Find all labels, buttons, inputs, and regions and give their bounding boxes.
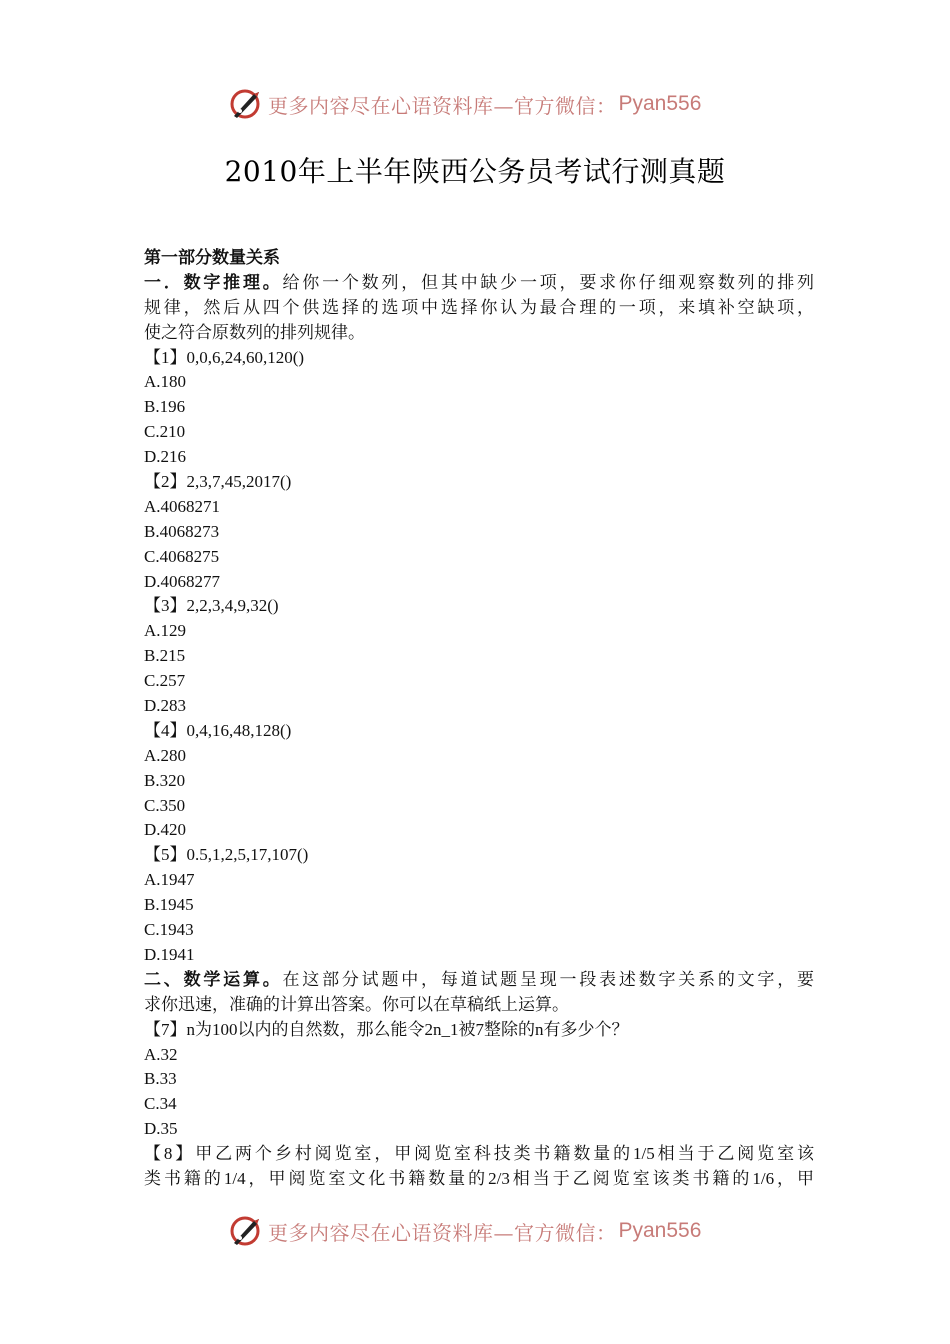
question-stem: 【8】甲乙两个乡村阅览室，甲阅览室科技类书籍数量的1/5相当于乙阅览室该 bbox=[144, 1144, 814, 1164]
banner-wechat-handle: Pyan556 bbox=[618, 1219, 702, 1242]
pen-logo-icon bbox=[228, 86, 264, 122]
answer-option: A.280 bbox=[144, 745, 187, 765]
banner-text: 更多内容尽在心语资料库—官方微信： bbox=[268, 93, 617, 118]
question-stem: 【3】2,2,3,4,9,32() bbox=[144, 596, 279, 616]
answer-option: C.34 bbox=[144, 1094, 177, 1114]
answer-option: C.257 bbox=[144, 671, 186, 691]
question-block bbox=[144, 1018, 814, 1142]
answer-option: A.4068271 bbox=[144, 496, 221, 516]
part-label: 一．数字推理。 bbox=[144, 272, 283, 292]
part-intro-line bbox=[144, 968, 814, 993]
answer-option: B.215 bbox=[144, 646, 186, 666]
question-stem: 【1】0,0,6,24,60,120() bbox=[144, 347, 305, 367]
pen-logo-icon bbox=[228, 1213, 264, 1249]
question-stem: 类书籍的1/4，甲阅览室文化书籍数量的2/3相当于乙阅览室该类书籍的1/6，甲 bbox=[144, 1168, 814, 1188]
document-title: 2010年上半年陕西公务员考试行测真题 bbox=[224, 155, 726, 188]
footer-banner bbox=[0, 1211, 950, 1251]
header-banner bbox=[0, 84, 950, 124]
answer-option: A.1947 bbox=[144, 870, 195, 890]
answer-option: D.216 bbox=[144, 447, 187, 467]
question-block bbox=[144, 1142, 814, 1192]
answer-option: A.180 bbox=[144, 372, 187, 392]
question-block bbox=[144, 843, 814, 967]
answer-option: B.1945 bbox=[144, 895, 194, 915]
answer-option: D.420 bbox=[144, 820, 187, 840]
answer-option: B.320 bbox=[144, 770, 186, 790]
question-stem: 【5】0.5,1,2,5,17,107() bbox=[144, 845, 309, 865]
answer-option: B.4068273 bbox=[144, 521, 220, 541]
answer-option: A.32 bbox=[144, 1044, 178, 1064]
part-intro-line: 使之符合原数列的排列规律。 bbox=[144, 322, 365, 342]
part-intro-line bbox=[144, 271, 814, 296]
answer-option: D.35 bbox=[144, 1119, 178, 1139]
question-block bbox=[144, 719, 814, 843]
question-block bbox=[144, 594, 814, 718]
question-block bbox=[144, 470, 814, 594]
answer-option: A.129 bbox=[144, 621, 187, 641]
answer-option: C.1943 bbox=[144, 920, 194, 940]
answer-option: C.350 bbox=[144, 795, 186, 815]
answer-option: D.4068277 bbox=[144, 571, 221, 591]
part-intro-text: 在这部分试题中，每道试题呈现一段表述数字关系的文字，要 bbox=[282, 969, 814, 989]
answer-option: C.210 bbox=[144, 422, 186, 442]
part-intro-text: 给你一个数列，但其中缺少一项，要求你仔细观察数列的排列 bbox=[282, 272, 814, 292]
answer-option: D.1941 bbox=[144, 944, 195, 964]
answer-option: D.283 bbox=[144, 696, 187, 716]
question-block bbox=[144, 346, 814, 470]
part-label: 二、数学运算。 bbox=[144, 969, 283, 989]
question-stem: 【4】0,4,16,48,128() bbox=[144, 720, 292, 740]
section-heading: 第一部分数量关系 bbox=[144, 248, 280, 267]
part-intro-line: 规律，然后从四个供选择的选项中选择你认为最合理的一项，来填补空缺项， bbox=[144, 297, 814, 317]
question-stem: 【7】n为100以内的自然数，那么能令2n_1被7整除的n有多少个？ bbox=[144, 1019, 629, 1039]
part-intro-line: 求你迅速，准确的计算出答案。你可以在草稿纸上运算。 bbox=[144, 994, 569, 1014]
answer-option: B.196 bbox=[144, 397, 186, 417]
answer-option: C.4068275 bbox=[144, 546, 220, 566]
document-body bbox=[144, 246, 814, 1192]
question-stem: 【2】2,3,7,45,2017() bbox=[144, 472, 292, 492]
answer-option: B.33 bbox=[144, 1069, 177, 1089]
banner-text: 更多内容尽在心语资料库—官方微信： bbox=[268, 1220, 617, 1245]
banner-wechat-handle: Pyan556 bbox=[618, 92, 702, 115]
